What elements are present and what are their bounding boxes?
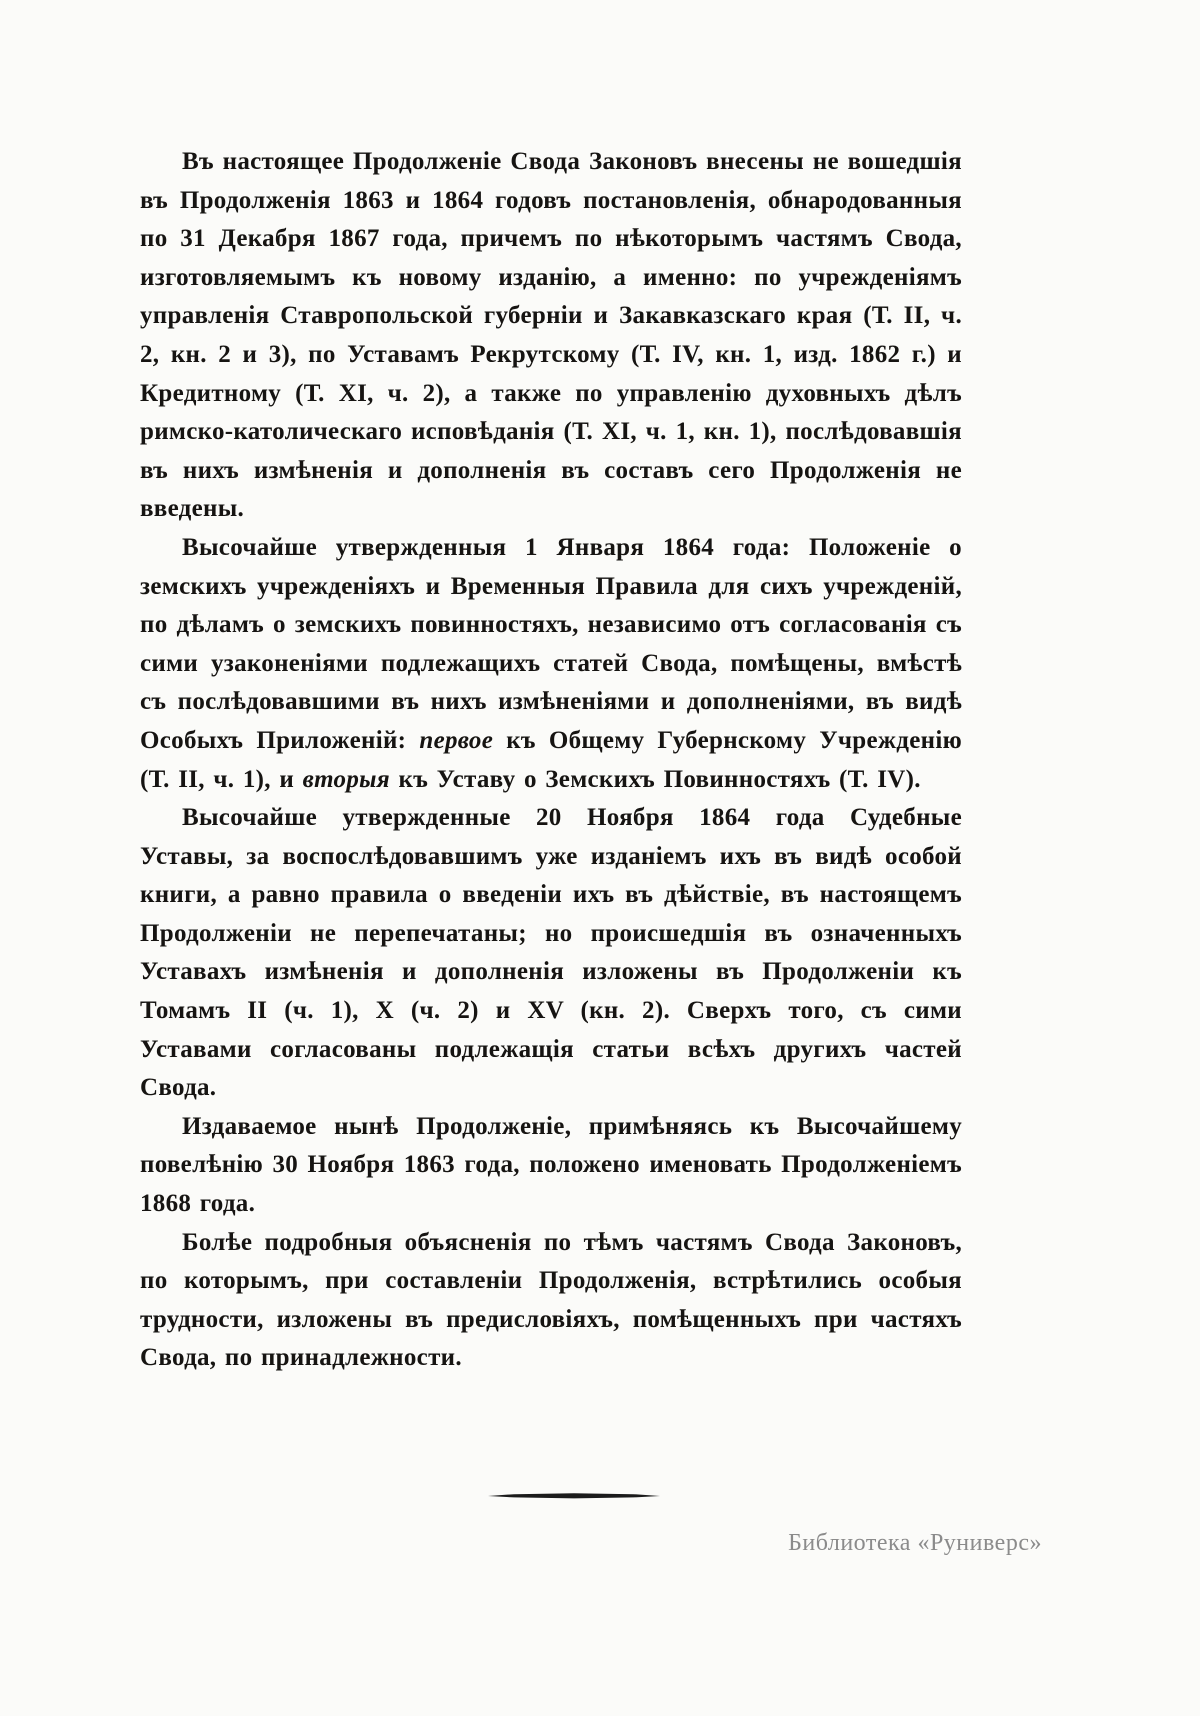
paragraph-2-italic-word: вторыя [302,765,390,793]
paragraph-1: Въ настоящее Продолженіе Свода Законовъ внесены не вошедшія въ Продолженія 1863 и 1864 годовъ постановленія, обнародованныя по 31 Декабря 1867 года, причемъ по нѣкоторымъ частямъ Свода, изготовляемымъ къ новому изданію, а именно: по учрежденіямъ управленія Ставропольской губерніи и Закавказскаго края (Т. II, ч. 2, кн. 2 и 3), по Уставамъ Рекрутскому (Т. IV, кн. 1, изд. 1862 г.) и Кредитному (Т. XI, ч. 2), а также по управленію духовныхъ дѣлъ римско-католическаго исповѣданія (Т. XI, ч. 1, кн. 1), послѣдовавшія въ нихъ измѣненія и дополненія въ составъ сего Продолженія не введены. [140,148,962,523]
paragraph-3: Высочайше утвержденные 20 Ноября 1864 года Судебные Уставы, за воспослѣдовавшимъ уже изданіемъ ихъ въ видѣ особой книги, а равно правила о введеніи ихъ въ дѣйствіе, въ настоящемъ Продолженіи не перепечатаны; но происшедшія въ означенныхъ Уставахъ измѣненія и дополненія изложены въ Продолженіи къ Томамъ II (ч. 1), X (ч. 2) и XV (кн. 2). Сверхъ того, съ сими Уставами согласованы подлежащія статьи всѣхъ другихъ частей Свода. [140,804,962,1102]
page-text [140,143,962,1378]
paragraph-2-italic-word: первое [419,726,494,754]
section-divider-rule [488,1488,660,1498]
paragraph-2 [140,529,962,799]
paragraph-2-text: къ Общему Губернскому Учрежденію (Т. II, ч. 1), и [140,726,962,793]
paragraph-2-text: къ Уставу о Земскихъ Повинностяхъ (Т. IV). [389,765,921,793]
paragraph-2-text: Высочайше утвержденныя 1 Января 1864 года: Положеніе о земскихъ учрежденіяхъ и Временныя Правила для сихъ учрежденій, по дѣламъ о земскихъ повинностяхъ, независимо отъ согласованія съ сими узаконеніями подлежащихъ статей Свода, помѣщены, вмѣстѣ съ послѣдовавшими въ нихъ измѣненіями и дополненіями, въ видѣ Особыхъ Приложеній: [140,533,962,754]
library-watermark: Библиотека «Руниверс» [788,1530,1042,1556]
paragraph-4: Издаваемое нынѣ Продолженіе, примѣняясь къ Высочайшему повелѣнію 30 Ноября 1863 года, положено именовать Продолженіемъ 1868 года. [140,1112,962,1218]
paragraph-5: Болѣе подробныя объясненія по тѣмъ частямъ Свода Законовъ, по которымъ, при составленіи Продолженія, встрѣтились особыя трудности, изложены въ предисловіяхъ, помѣщенныхъ при частяхъ Свода, по принадлежности. [140,1228,962,1372]
